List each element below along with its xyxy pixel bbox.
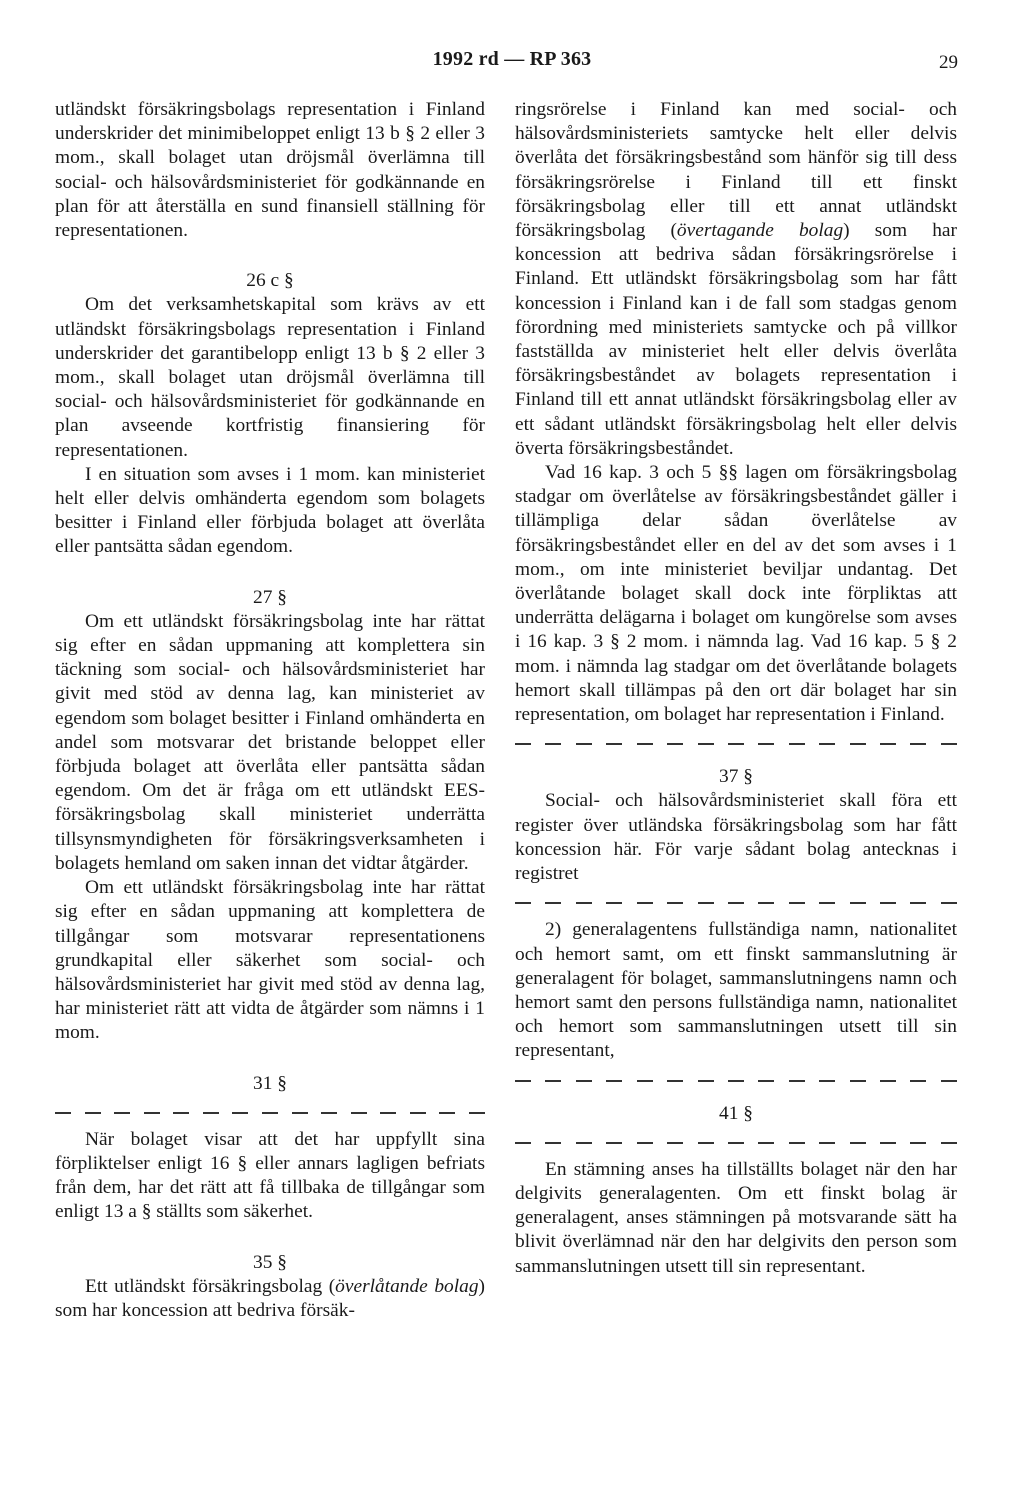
text-run: Ett utländskt försäkringsbolag ( — [85, 1275, 336, 1297]
paragraph — [515, 98, 957, 461]
page-number: 29 — [939, 52, 958, 73]
left-column — [55, 98, 485, 1323]
paragraph: En stämning anses ha tillställts bolaget när den har delgivits generalagenten. Om ett finskt bolag är generalagent, anses stämningen på motsvarande sätt ha blivit överlämnad när den har delgivits den person som sammanslutningen utsett till sin representant. — [515, 1158, 957, 1277]
section-heading: 31 § — [253, 1072, 287, 1094]
omission-dashes — [515, 735, 957, 751]
page-header — [0, 44, 1024, 84]
paragraph: Om det verksamhetskapital som krävs av ett utländskt försäkringsbolags representation i Finland underskrider det garantibelopp enligt 13 b § 2 eller 3 mom., skall bolaget utan dröjsmål överlämna till social- och hälsovårdsministeriet för godkännande en plan avseende kortfristig finansiering för representationen. — [55, 294, 485, 461]
paragraph: I en situation som avses i 1 mom. kan ministeriet helt eller delvis omhänderta egendom som bolagets besitter i Finland eller förbjuda bolaget att överlåta eller pantsätta sådan egendom. — [55, 463, 485, 558]
paragraph: Vad 16 kap. 3 och 5 §§ lagen om försäkringsbolag stadgar om överlåtelse av försäkringsbeståndet gäller i tillämpliga delar sådan överlåtelse av försäkringsbeståndet eller en del av det som avses i 1 mom., om inte ministeriet beviljar undantag. Det överlåtande bolaget skall dock inte förpliktas att underrätta delägarna i bolaget om kungörelse som avses i 16 kap. 3 § 2 mom. i nämnda lag. Vad 16 kap. 5 § 2 mom. i nämnda lag stadgar om det överlåtande bolagets hemort skall tillämpas på den ort där bolaget har sin representation, om bolaget har representation i Finland. — [515, 462, 957, 726]
paragraph: utländskt försäkringsbolags representation i Finland underskrider det minimibeloppet enligt 13 b § 2 eller 3 mom., skall bolaget utan dröjsmål överlämna till social- och hälsovårdsministeriet för godkännande en plan för att återställa en sund finansiell ställning för representationen. — [55, 99, 485, 242]
section-heading: 27 § — [253, 586, 287, 608]
paragraph: När bolaget visar att det har uppfyllt sina förpliktelser enligt 16 § eller annars lagligen befriats från dem, har det rätt att få tillbaka de tillgångar som enligt 13 a § ställts som säkerhet. — [55, 1128, 485, 1223]
text-run: ringsrörelse i Finland kan med social- och hälsovårdsministeriets samtycke helt eller delvis överlåta det försäkringsbestånd som hänför sig till dess försäkringsrörelse i Finland till ett finskt försäkringsbolag eller till ett annat utländskt försäkringsbolag ( — [515, 99, 957, 242]
text-run: ) som har koncession att bedriva försäk- — [55, 1275, 485, 1321]
section-heading: 41 § — [719, 1102, 753, 1124]
paragraph: Om ett utländskt försäkringsbolag inte har rättat sig efter en sådan uppmaning att komplettera de tillgångar som motsvarar representationens grundkapital eller säkerhet som social- och hälsovårdsministeriet har givit med stöd av denna lag, har ministeriet rätt att vidta de åtgärder som nämns i 1 mom. — [55, 877, 485, 1044]
paragraph — [55, 1275, 485, 1323]
section-heading: 35 § — [253, 1251, 287, 1273]
section-heading: 37 § — [719, 766, 753, 788]
emphasis-term: övertagande bolag — [676, 220, 844, 242]
document-title: 1992 rd — RP 363 — [432, 48, 592, 70]
paragraph: Om ett utländskt försäkringsbolag inte har rättat sig efter en sådan uppmaning att komplettera sin täckning som social- och hälsovårdsministeriet har givit med stöd av denna lag, kan ministeriet av egendom som bolaget besitter i Finland omhänderta en andel som motsvarar det bristande beloppet eller förbjuda bolaget att överlåta eller pantsätta sådan egendom. Om det är fråga om ett utländskt EES-försäkringsbolag skall ministeriet underrätta tillsynsmyndigheten för försäkringsverksamheten i bolagets hemland om saken innan det vidtar åtgärder. — [55, 610, 485, 874]
paragraph: 2) generalagentens fullständiga namn, nationalitet och hemort samt, om ett finskt sammanslutning är generalagent för bolaget, sammanslutningens namn och hemort samt den persons fullständiga namn, nationalitet och hemort som sammanslutningen utsett till sin representant, — [515, 919, 957, 1062]
right-column — [515, 98, 957, 1279]
section-heading: 26 c § — [246, 270, 294, 292]
omission-dashes — [515, 1134, 957, 1150]
omission-dashes — [515, 1072, 957, 1088]
omission-dashes — [55, 1104, 485, 1120]
emphasis-term: överlåtande bolag — [335, 1275, 479, 1297]
omission-dashes — [515, 894, 957, 910]
text-run: ) som har koncession att bedriva sådan försäkringsrörelse i Finland. Ett utländskt försäkringsbolag som har fått koncession i Finland kan i de fall som stadgas genom förordning med ministeriets samtycke och på villkor fastställda av ministeriet helt eller delvis överlåta försäkringsbeståndet av bolagets representation i Finland till ett annat utländskt försäkringsbolag eller av ett sådant utländskt försäkringsbolag helt eller delvis överta försäkringsbeståndet. — [515, 220, 957, 459]
paragraph: Social- och hälsovårdsministeriet skall föra ett register över utländska försäkringsbolag som har fått koncession här. För varje sådant bolag antecknas i registret — [515, 790, 957, 885]
